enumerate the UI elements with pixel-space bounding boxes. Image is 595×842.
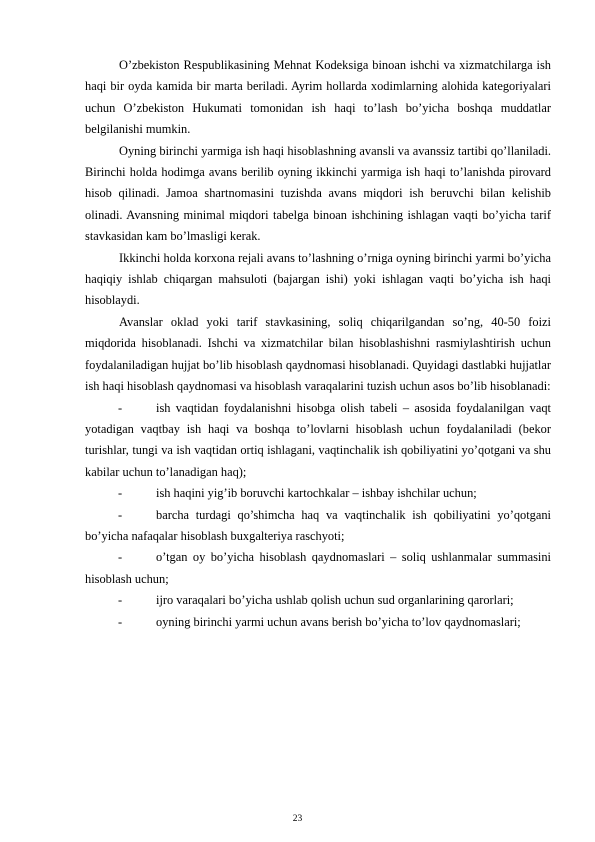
list-item-text: oyning birinchi yarmi uchun avans berish bo’yicha to’lov qaydnomaslari; (156, 614, 521, 629)
list-item (85, 590, 551, 611)
list-item-text: barcha turdagi qo’shimcha haq va vaqtinchalik ish qobiliyatini yo’qotgani bo’yicha nafaqalar hisoblash buxgalteriya raschyoti; (85, 507, 551, 543)
page-number: 23 (292, 814, 303, 824)
list-dash: - (118, 400, 123, 415)
paragraph-1: O’zbekiston Respublikasining Mehnat Kodeksiga binoan ishchi va xizmatchilarga ish haqi bir oyda kamida bir marta beriladi. Ayrim hollarda xodimlarning alohida kategoriyalari uchun O’zbekiston Hukumati tomonidan ish haqi to’lash bo’yicha boshqa muddatlar belgilanishi mumkin. (85, 58, 551, 137)
paragraph-3: Ikkinchi holda korxona rejali avans to’lashning o’rniga oyning birinchi yarmi bo’yicha haqiqiy ishlab chiqargan mahsuloti (bajargan ishi) yoki ishlagan vaqti bo’yicha ish haqi hisoblaydi. (85, 250, 551, 308)
list-item-text: ish haqini yig’ib boruvchi kartochkalar – ishbay ishchilar uchun; (156, 486, 477, 501)
list-dash: - (118, 614, 123, 629)
list-dash: - (118, 486, 123, 501)
paragraph-4: Avanslar oklad yoki tarif stavkasining, soliq chiqarilgandan so’ng, 40-50 foizi miqdorida hisoblanadi. Ishchi va xizmatchilar bilan hisoblashishni rasmiylashtirish uchun foydalaniladigan hujjat bo’lib hisoblash qaydnomasi hisoblanadi. Quyidagi dastlabki hujjatlar ish haqi hisoblash qaydnomasi va hisoblash varaqalarini tuzish uchun asos bo’lib hisoblanadi: (85, 314, 551, 394)
list-item-text: ijro varaqalari bo’yicha ushlab qolish uchun sud organlarining qarorlari; (156, 593, 514, 608)
list-item (85, 612, 551, 633)
list-dash: - (118, 593, 123, 608)
list-item (85, 505, 551, 548)
list-item (85, 547, 551, 590)
list-item (85, 398, 551, 484)
list-item-text: ish vaqtidan foydalanishni hisobga olish tabeli – asosida foydalanilgan vaqt yotadigan vaqtbay ish haqi va boshqa to’lovlarni hisoblash uchun foydalaniladi (bekor turishlar, tungi va ish vaqtidan ortiq ishlagani, vaqtinchalik ish qobiliyatini yo’qotgani va shu kabilar uchun to’lanadigan haq); (85, 400, 551, 479)
list-dash: - (118, 550, 123, 565)
list-item-text: o’tgan oy bo’yicha hisoblash qaydnomaslari – soliq ushlanmalar summasini hisoblash uchun; (85, 550, 551, 586)
list-dash: - (118, 507, 123, 522)
list-item (85, 483, 551, 504)
paragraph-2: Oyning birinchi yarmiga ish haqi hisoblashning avansli va avanssiz tartibi qo’llaniladi. Birinchi holda hodimga avans berilib oyning ikkinchi yarmiga ish haqi to’lanishda pirovard hisob qilinadi. Jamoa shartnomasini tuzishda avans miqdori ish beruvchi bilan kelishib olinadi. Avansning minimal miqdori tabelga binoan ishchining ishlagan vaqti bo’yicha tarif stavkasidan kam bo’lmasligi kerak. (85, 143, 551, 244)
body-text (85, 55, 551, 633)
